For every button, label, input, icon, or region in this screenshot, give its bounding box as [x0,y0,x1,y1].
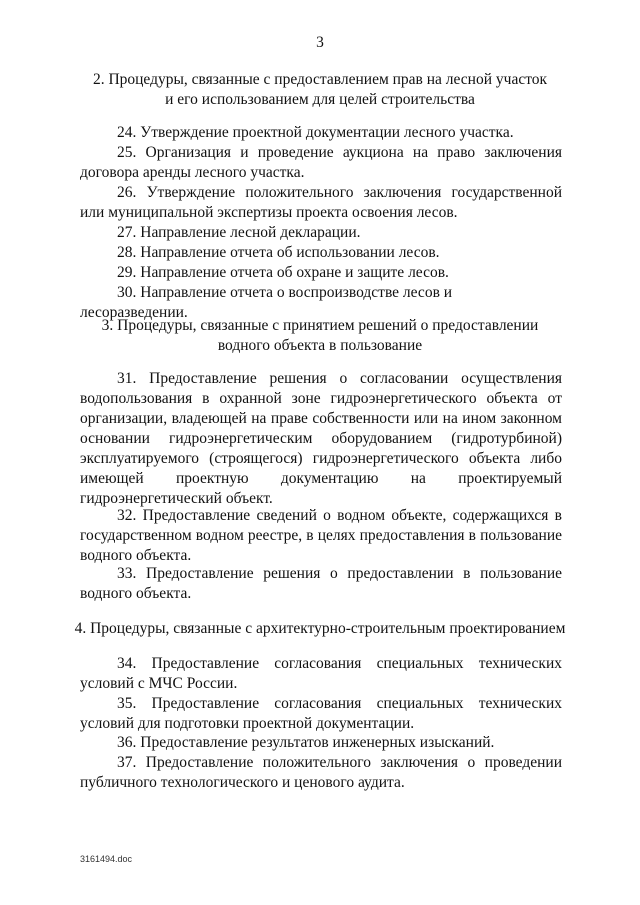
section-4-heading [70,619,570,639]
section-3-heading-line1: 3. Процедуры, связанные с принятием решений о предоставлении [101,317,539,334]
item-33: 33. Предоставление решения о предоставлении в пользование водного объекта. [80,565,562,602]
item-25: 25. Организация и проведение аукциона на право заключения договора аренды лесного участка. [80,144,562,181]
item-36: 36. Предоставление результатов инженерных изысканий. [117,734,495,751]
item-35: 35. Предоставление согласования специальных технических условий для подготовки проектной документации. [80,695,562,732]
section-2-heading-line1: 2. Процедуры, связанные с предоставлением прав на лесной участок [92,71,548,88]
item-31: 31. Предоставление решения о согласовании осуществления водопользования в охранной зоне гидроэнергетического объекта от организации, владеющей на праве собственности или на ином законном основании гидроэнергетическим оборудованием (гидротурбиной) эксплуатируемого (строящегося) гидроэнергетического объекта либо имеющей проектную документацию на проектируемый гидроэнергетический объект. [80,370,562,507]
section-3-heading [80,316,560,356]
item-28: 28. Направление отчета об использовании лесов. [117,244,440,261]
section-3-heading-line2: водного объекта в пользование [217,337,423,354]
item-29: 29. Направление отчета об охране и защите лесов. [117,264,449,281]
page-number: 3 [316,34,324,51]
document-filename: 3161494.doc [80,854,133,864]
item-30: 30. Направление отчета о воспроизводстве лесов и лесоразведении. [80,284,453,321]
item-34: 34. Предоставление согласования специальных технических условий с МЧС России. [80,655,562,692]
item-27: 27. Направление лесной декларации. [117,224,361,241]
item-26: 26. Утверждение положительного заключения государственной или муниципальной экспертизы проекта освоения лесов. [80,184,562,221]
section-2-heading [80,70,560,110]
section-2-heading-line2: и его использованием для целей строительства [165,91,475,108]
item-24: 24. Утверждение проектной документации лесного участка. [117,124,514,141]
item-32: 32. Предоставление сведений о водном объекте, содержащихся в государственном водном реестре, в целях предоставления в пользование водного объекта. [80,507,562,564]
section-4-heading-line1: 4. Процедуры, связанные с архитектурно-строительным проектированием [74,620,566,637]
item-37: 37. Предоставление положительного заключения о проведении публичного технологического и ценового аудита. [80,754,562,791]
